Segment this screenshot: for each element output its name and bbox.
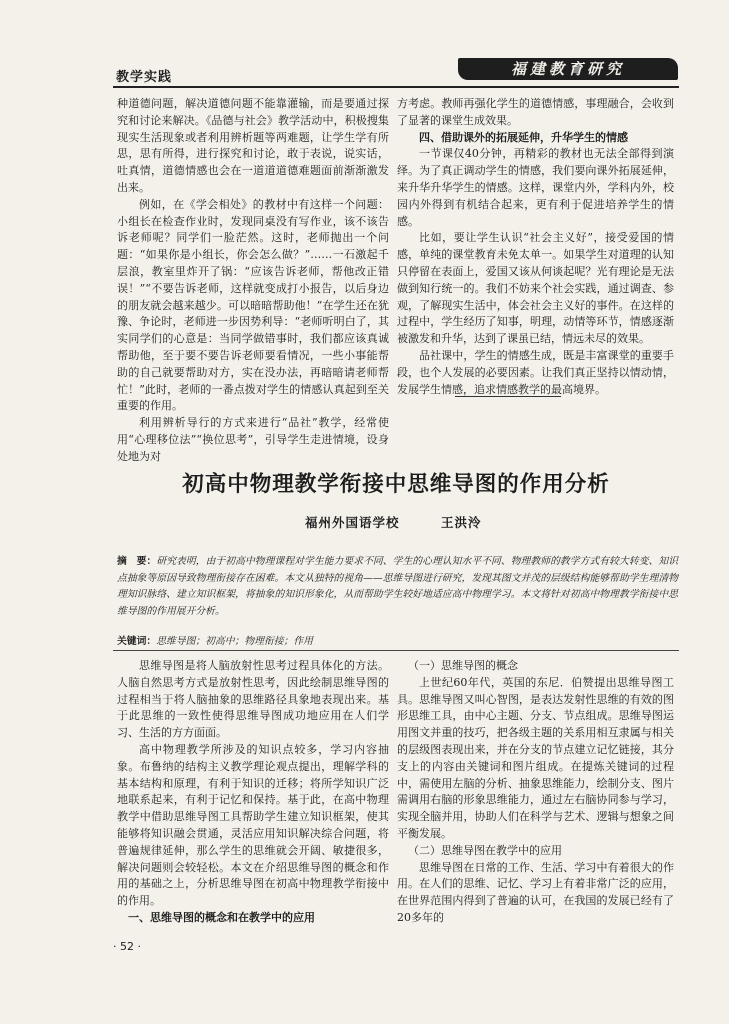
paragraph: 上世纪60年代，英国的东尼．伯赞提出思维导图工具。思维导图又叫心智图，是表达发射性思维的有效的图形思维工具，由中心主题、分支、节点组成。思维导图运用图文并重的技巧，把各级主题的关系用相互隶属与相关的层级图表现出来，并在分支的节点建立记忆链接，其分支上的内容由关键词和图片组成。在提炼关键词的过程中，需使用左脑的分析、抽象思维能力，绘制分支、图片需调用右脑的形象思维能力，通过左右脑协同参与学习，实现全脑并用，协助人们在科学与艺术、逻辑与想象之间平衡发展。	[397, 675, 674, 840]
author-affiliation: 福州外国语学校	[305, 515, 400, 530]
section-heading: 四、借助课外的拓展延伸，升华学生的情感	[419, 130, 628, 144]
section-label: 教学实践	[116, 70, 173, 85]
abstract-label: 摘 要：	[117, 556, 157, 567]
page-number: · 52 ·	[113, 940, 141, 953]
article-title: 初高中物理教学衔接中思维导图的作用分析	[182, 472, 610, 497]
top-left-column	[117, 96, 389, 466]
paragraph: 例如，在《学会相处》的教材中有这样一个问题：小组长在检查作业时，发现同桌没有写作业，该不该告诉老师呢？同学们一脸茫然。这时，老师抛出一个问题：“如果你是小组长，你会怎么做？”……一石激起千层浪，教室里炸开了锅：“应该告诉老师，帮他改正错误！”“不要告诉老师，这样就变成打小报告，以后身边的朋友就会越来越少。可以暗暗帮助他！”在学生还在犹豫、争论时，老师进一步因势利导：“老师听明白了，其实同学们的心意是：当同学做错事时，我们都应该真诚帮助他，至于要不要告诉老师要看情况，一些小事能帮助的自己就要帮助对方，实在没办法，再暗暗请老师帮忙！”此时，老师的一番点拨对学生的情感认真起到至关重要的作用。	[117, 197, 389, 413]
keywords-label: 关键词：	[117, 636, 157, 647]
paragraph: 种道德问题，解决道德问题不能靠灌输，而是要通过探究和讨论来解决。《品德与社会》教学活动中，积极搜集现实生活现象或者利用辨析题等两难题，让学生学有所思，思有所得，进行探究和讨论，敢于表说，说实话，吐真情，道德情感也会在一道道道德难题面前渐渐激发出来。	[117, 97, 389, 194]
subsection-heading: （二）思维导图在教学中的应用	[408, 843, 562, 857]
article-end-rule	[455, 396, 561, 397]
bottom-right-column	[397, 658, 674, 927]
subsection-heading: （一）思维导图的概念	[408, 659, 518, 672]
paragraph: 一节课仅40分钟，再精彩的教材也无法全部得到演绎。为了真正调动学生的情感，我们要向课外拓展延伸，来升华升华学生的情感。这样，课堂内外，学科内外，校园内外得到有机结合起来，更有利于促进培养学生的情感。	[397, 147, 674, 228]
paragraph: 利用辨析导行的方式来进行“品社”教学，经常使用“心理移位法”“换位思考”，引导学生走进情境，设身处地为对	[117, 416, 389, 463]
journal-name: 福建教育研究	[458, 58, 678, 80]
keywords	[117, 633, 678, 647]
top-right-column	[397, 96, 674, 398]
paragraph: 思维导图是将人脑放射性思考过程具体化的方法。人脑自然思考方式是放射性思考，因此绘制思维导图的过程相当于将人脑抽象的思维路径具象地表现出来。基于此思维的一致性使得思维导图成功地应用在人们学习、生活的方方面面。	[117, 659, 389, 740]
section-heading: 一、思维导图的概念和在教学中的应用	[128, 910, 315, 924]
abstract	[117, 554, 678, 620]
paragraph: 品社课中，学生的情感生成，既是丰富课堂的重要手段，也个人发展的必要因素。让我们真正坚持以情动情，发展学生情感，追求情感教学的最高境界。	[397, 348, 674, 396]
paragraph: 比如，要让学生认识“社会主义好”，接受爱国的情感，单纯的课堂教育未免太单一。如果学生对道理的认知只停留在表面上，爱国又该从何谈起呢？光有理论是无法做到知行统一的。我们不妨来个社会实践，通过调查、参观，了解现实生活中，体会社会主义好的事件。在这样的过程中，学生经历了知事，明理，动情等环节，情感逐渐被激发和升华，达到了课虽已结，情远未尽的效果。	[397, 231, 674, 346]
paragraph: 思维导图在日常的工作、生活、学习中有着很大的作用。在人们的思维、记忆、学习上有着非常广泛的应用，在世界范围内得到了普遍的认可，在我国的发展已经有了20多年的	[397, 860, 674, 924]
author-name: 王洪泠	[441, 515, 482, 530]
bottom-left-column	[117, 658, 389, 927]
keywords-text: 思维导图；初高中；物理衔接；作用	[156, 636, 313, 647]
paragraph: 高中物理教学所涉及的知识点较多，学习内容抽象。布鲁纳的结构主义教学理论观点提出，理解学科的基本结构和原理，有利于知识的迁移；将所学知识广泛地联系起来，有利于记忆和保持。基于此，在高中物理教学中借助思维导图工具帮助学生建立知识框架，使其能够将知识融会贯通，灵活应用知识解决综合问题，将普遍规律延伸，那么学生的思维就会开阔、敏捷很多，解决问题则会较轻松。本文在介绍思维导图的概念和作用的基础之上，分析思维导图在初高中物理教学衔接中的作用。	[117, 742, 389, 908]
abstract-divider	[113, 650, 679, 651]
paragraph: 方考虑。教师再强化学生的道德情感，事理融合，会收到了显著的课堂生成效果。	[397, 97, 674, 127]
abstract-text: 研究表明，由于初高中物理课程对学生能力要求不同、学生的心理认知水平不同、物理教师的教学方式有较大转变、知识点抽象等原因导致物理衔接存在困难。本文从独特的视角——思维导图进行研究，发现其图文并茂的层级结构能够帮助学生理清物理知识脉络、建立知识框架，将抽象的知识形象化，从而帮助学生较好地适应高中物理学习。本文将针对初高中物理教学衔接中思维导图的作用展开分析。	[117, 556, 679, 617]
header-divider	[113, 86, 679, 88]
